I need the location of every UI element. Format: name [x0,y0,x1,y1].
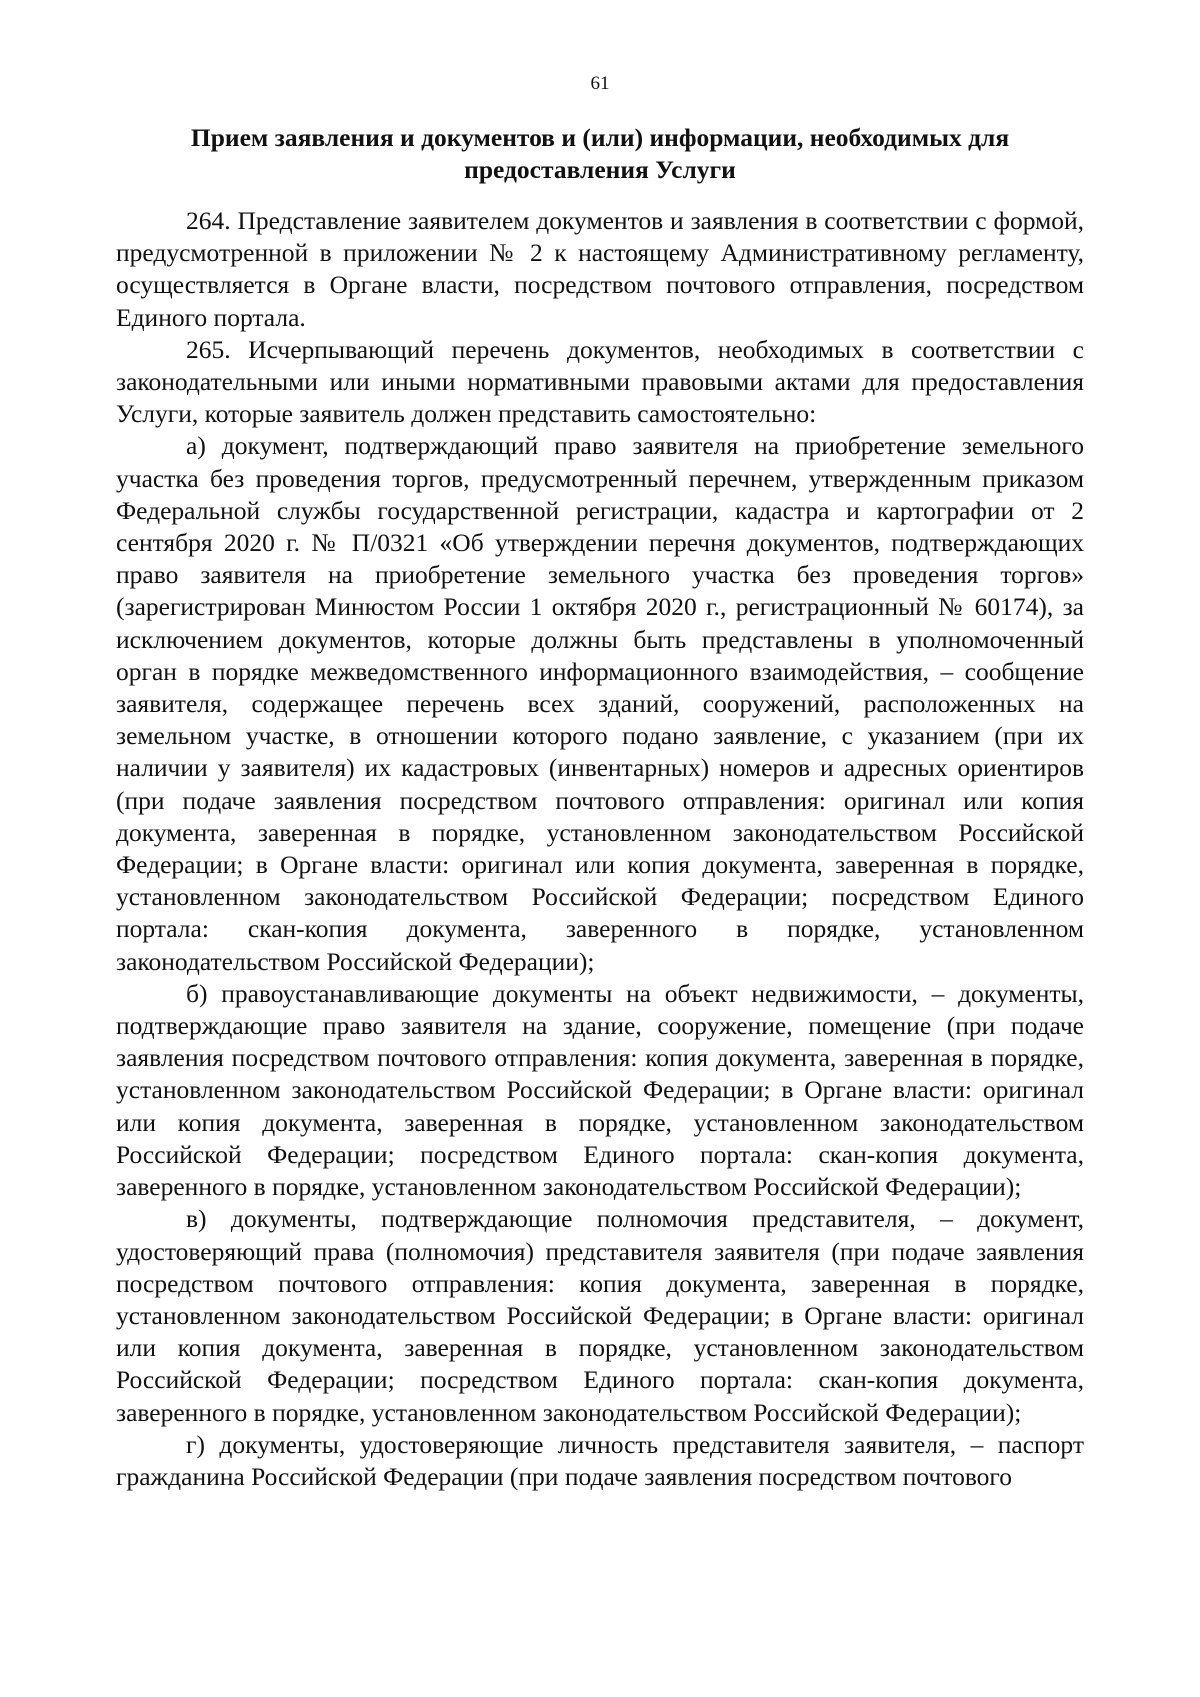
page-number: 61 [590,73,610,94]
list-item-a: а) документ, подтверждающий право заявителя на приобретение земельного участка без проведения торгов, предусмотренный перечнем, утвержденным приказом Федеральной службы государственной регистрации, кадастра и картографии от 2 сентября 2020 г. № П/0321 «Об утверждении перечня документов, подтверждающих право заявителя на приобретение земельного участка без проведения торгов» (зарегистрирован Минюстом России 1 октября 2020 г., регистрационный № 60174), за исключением документов, которые должны быть представлены в уполномоченный орган в порядке межведомственного информационного взаимодействия, – сообщение заявителя, содержащее перечень всех зданий, сооружений, расположенных на земельном участке, в отношении которого подано заявление, с указанием (при их наличии у заявителя) их кадастровых (инвентарных) номеров и адресных ориентиров (при подаче заявления посредством почтового отправления: оригинал или копия документа, заверенная в порядке, установленном законодательством Российской Федерации; в Органе власти: оригинал или копия документа, заверенная в порядке, установленном законодательством Российской Федерации; посредством Единого портала: скан-копия документа, заверенного в порядке, установленном законодательством Российской Федерации); [116,431,1084,976]
document-body [116,205,1084,1493]
paragraph-264: 264. Представление заявителем документов и заявления в соответствии с формой, предусмотренной в приложении № 2 к настоящему Административному регламенту, осуществляется в Органе власти, посредством почтового отправления, посредством Единого портала. [116,206,1084,332]
list-item-b: б) правоустанавливающие документы на объект недвижимости, – документы, подтверждающие право заявителя на здание, сооружение, помещение (при подаче заявления посредством почтового отправления: копия документа, заверенная в порядке, установленном законодательством Российской Федерации; в Органе власти: оригинал или копия документа, заверенная в порядке, установленном законодательством Российской Федерации; посредством Единого портала: скан-копия документа, заверенного в порядке, установленном законодательством Российской Федерации); [116,978,1084,1202]
paragraph-265: 265. Исчерпывающий перечень документов, необходимых в соответствии с законодательными или иными нормативными правовыми актами для предоставления Услуги, которые заявитель должен представить самостоятельно: [116,334,1084,429]
list-item-v: в) документы, подтверждающие полномочия представителя, – документ, удостоверяющий права (полномочия) представителя заявителя (при подаче заявления посредством почтового отправления: копия документа, заверенная в порядке, установленном законодательством Российской Федерации; в Органе власти: оригинал или копия документа, заверенная в порядке, установленном законодательством Российской Федерации; посредством Единого портала: скан-копия документа, заверенного в порядке, установленном законодательством Российской Федерации); [116,1204,1084,1427]
section-heading: Прием заявления и документов и (или) информации, необходимых для предоставления Услуги [190,123,1010,184]
list-item-g: г) документы, удостоверяющие личность представителя заявителя, – паспорт гражданина Российской Федерации (при подаче заявления посредством почтового [116,1429,1084,1491]
